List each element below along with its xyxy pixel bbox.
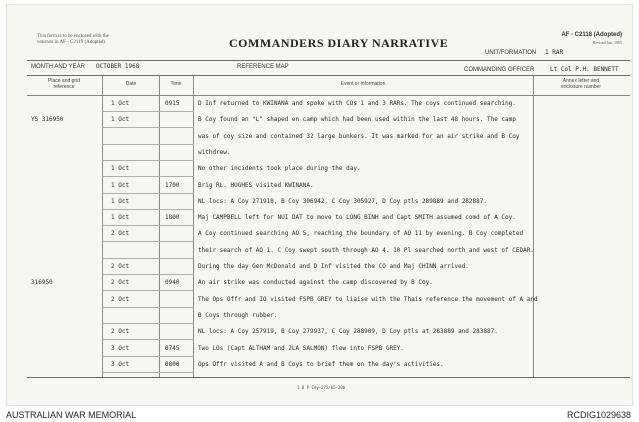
annex-column-header: Annex letter and enclosure number bbox=[560, 78, 602, 90]
rule bbox=[27, 377, 630, 378]
form-note-line: unnexes in AF - C2119 (Adopted). bbox=[37, 40, 107, 45]
entry-rule bbox=[102, 307, 194, 308]
form-note bbox=[37, 34, 109, 46]
entry-date: 1 Oct bbox=[111, 100, 130, 107]
entry-event: A Coy continued searching AO 5, reaching the boundary of AO 11 by evening. B Coy completed bbox=[198, 230, 524, 238]
entry-time: 0940 bbox=[165, 279, 180, 287]
entry-rule bbox=[102, 241, 194, 242]
commanding-officer-label: COMMANDING OFFICER bbox=[464, 67, 535, 73]
entry-date: 1 Oct bbox=[111, 214, 130, 222]
entry-time: 0800 bbox=[165, 360, 180, 368]
entry-event: NL locs: A Coy 257919, B Coy 279937, C Coy 288909, D Coy ptls at 283889 and 283887. bbox=[198, 328, 498, 336]
form-note-line: This form is to be enclosed with the bbox=[37, 34, 109, 39]
diary-sheet bbox=[6, 4, 633, 406]
entry-event: The Ops Offr and IO visited FSPB GREY to liaise with the Thais reference the movement of A and bbox=[198, 295, 538, 303]
revised-date: Revised Jan, 1965 bbox=[592, 40, 622, 45]
entry-event: B Coys through rubber. bbox=[198, 311, 278, 319]
entry-rule bbox=[102, 225, 194, 226]
rule bbox=[27, 75, 630, 76]
entry-date: 2 Oct bbox=[111, 295, 130, 303]
entry-time: 1700 bbox=[165, 181, 180, 189]
entry-date: 1 Oct bbox=[111, 165, 130, 173]
entry-event: was of coy size and contained 32 large bunkers. It was marked for an air strike and B Coy bbox=[198, 132, 520, 140]
entry-event: During the day Gen McDonald and D Inf visited the CO and Maj CHINN arrived. bbox=[198, 263, 469, 270]
archive-caption: AUSTRALIAN WAR MEMORIAL bbox=[6, 410, 137, 420]
entry-rule bbox=[102, 372, 194, 373]
month-label: MONTH AND YEAR bbox=[31, 64, 85, 70]
rule bbox=[27, 60, 630, 61]
entry-rule bbox=[102, 176, 194, 177]
entry-date: 2 Oct bbox=[111, 263, 130, 270]
entry-place: 316950 bbox=[31, 279, 53, 287]
entry-event: An air strike was conducted against the camp discovered by B Coy. bbox=[198, 279, 433, 287]
entry-rule bbox=[102, 274, 194, 275]
entry-rule bbox=[102, 209, 194, 210]
document-title: COMMANDERS DIARY NARRATIVE bbox=[229, 36, 449, 50]
entry-event: D Inf returned to KWINANA and spoke with COs 1 and 3 RARs. The coys continued searching. bbox=[198, 100, 516, 107]
entry-event: their search of AO 1. C Coy swept south through AO 4. 10 Pl searched north and west of CEDAR. bbox=[198, 246, 534, 254]
print-code: 1 B P Coy—275/65—20m bbox=[297, 385, 346, 390]
entry-event: Brig RL. HUGHES visited KWINANA. bbox=[198, 181, 314, 189]
entry-event: Two LOs (Capt ALTHAM and 2LA SALMON) flew into FSPB GREY. bbox=[198, 344, 404, 352]
entry-event: Ops Offr visited A and B Coys to brief them on the day's activities. bbox=[198, 360, 444, 368]
entry-rule bbox=[102, 193, 194, 194]
entry-rule bbox=[102, 127, 194, 128]
entry-rule bbox=[102, 339, 194, 340]
entry-event: B Coy found an "L" shaped en camp which had been used within the last 48 hours. The camp bbox=[198, 116, 516, 124]
time-column-header: Time bbox=[170, 81, 182, 87]
entry-rule bbox=[102, 111, 194, 112]
commanding-officer-value: Lt Col P.H. BENNETT bbox=[550, 66, 619, 73]
entry-event: No other incidents took place during the day. bbox=[198, 165, 361, 173]
entry-event: NL locs: A Coy 271918, B Coy 306942, C Coy 305927, D Coy ptls 289889 and 282887. bbox=[198, 197, 487, 205]
entry-time: 1800 bbox=[165, 214, 180, 222]
entry-place: YS 316950 bbox=[31, 116, 64, 124]
entry-time: 0745 bbox=[165, 344, 180, 352]
column-divider bbox=[533, 75, 534, 377]
entry-date: 3 Oct bbox=[111, 360, 130, 368]
entry-date: 1 Oct bbox=[111, 116, 130, 124]
entry-time: 0915 bbox=[165, 100, 180, 107]
rule bbox=[27, 95, 630, 96]
entry-rule bbox=[102, 323, 194, 324]
event-column-header: Event or information bbox=[340, 81, 386, 87]
entry-rule bbox=[102, 356, 194, 357]
date-column-header: Date bbox=[125, 81, 137, 87]
month-value: OCTOBER 1968 bbox=[96, 63, 140, 70]
unit-value: 1 RAR bbox=[545, 49, 564, 56]
entry-date: 2 Oct bbox=[111, 279, 130, 287]
entry-rule bbox=[102, 258, 194, 259]
place-column-header: Place and grid reference bbox=[48, 78, 80, 90]
entry-date: 1 Oct bbox=[111, 181, 130, 189]
entry-event: withdrew. bbox=[198, 148, 231, 156]
entry-date: 2 Oct bbox=[111, 230, 130, 238]
entry-rule bbox=[102, 144, 194, 145]
entry-date: 2 Oct bbox=[111, 328, 130, 336]
entry-date: 3 Oct bbox=[111, 344, 130, 352]
entry-rule bbox=[102, 290, 194, 291]
entry-rule bbox=[102, 160, 194, 161]
reference-map-label: REFERENCE MAP bbox=[237, 64, 289, 70]
unit-label: UNIT/FORMATION bbox=[485, 50, 537, 56]
entry-event: Maj CAMPBELL left for NUI DAT to move to LONG BINH and Capt SMITH assumed comd of A Coy. bbox=[198, 214, 516, 222]
archive-reference: RCDIG1029638 bbox=[566, 410, 631, 420]
form-number: AF - C2118 (Adopted) bbox=[561, 32, 622, 38]
entry-date: 1 Oct bbox=[111, 197, 130, 205]
